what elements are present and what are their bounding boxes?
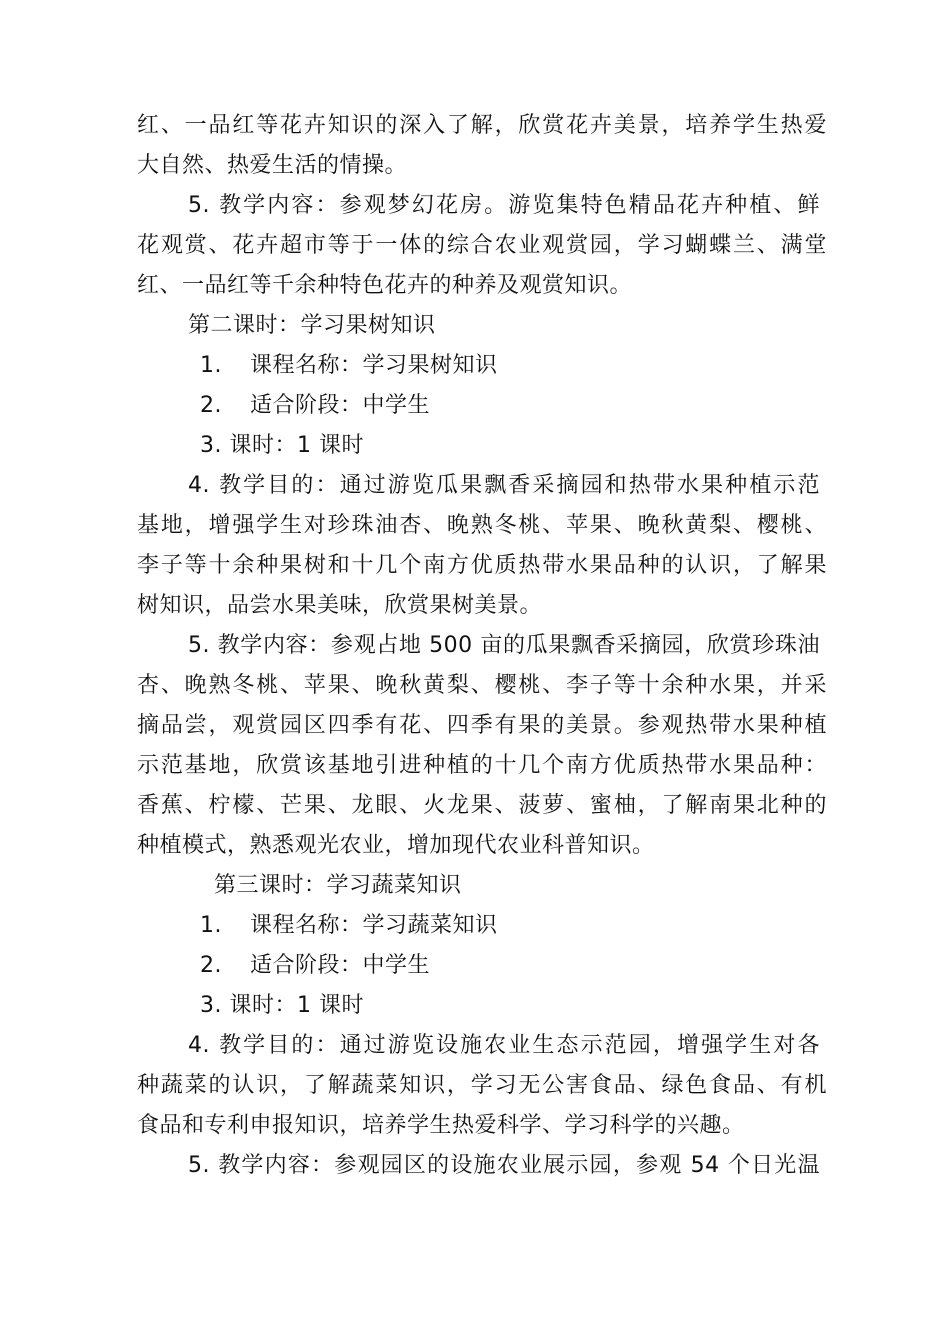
paragraph-line: 4. 教学目的：通过游览瓜果飘香采摘园和热带水果种植示范 [188, 473, 820, 498]
list-item: 3. 课时：1 课时 [200, 433, 364, 458]
list-item [200, 906, 890, 946]
list-item: 3. 课时：1 课时 [200, 993, 364, 1018]
paragraph-line: 红、一品红等千余种特色花卉的种养及观赏知识。 [137, 273, 633, 298]
list-text: 适合阶段：中学生 [250, 393, 431, 418]
list-number: 1. [200, 913, 222, 938]
paragraph-line: 花观赏、花卉超市等于一体的综合农业观赏园，学习蝴蝶兰、满堂 [137, 233, 827, 258]
list-item [200, 346, 890, 386]
paragraph-line: 4. 教学目的：通过游览设施农业生态示范园，增强学生对各 [188, 1033, 820, 1058]
paragraph-line: 5. 教学内容：参观梦幻花房。游览集特色精品花卉种植、鲜 [188, 193, 820, 218]
paragraph-line: 食品和专利申报知识，培养学生热爱科学、学习科学的兴趣。 [137, 1113, 745, 1138]
list-number: 2. [200, 393, 222, 418]
section-heading-lesson-3: 第三课时：学习蔬菜知识 [214, 873, 462, 898]
paragraph-line: 种蔬菜的认识，了解蔬菜知识，学习无公害食品、绿色食品、有机 [137, 1073, 827, 1098]
list-text: 适合阶段：中学生 [250, 953, 431, 978]
paragraph-line: 大自然、热爱生活的情操。 [137, 153, 408, 178]
list-text: 课程名称：学习果树知识 [250, 353, 498, 378]
paragraph-line: 示范基地，欣赏该基地引进种植的十几个南方优质热带水果品种： [137, 753, 827, 778]
list-number: 2. [200, 953, 222, 978]
list-number: 1. [200, 353, 222, 378]
paragraph-line: 树知识，品尝水果美味，欣赏果树美景。 [137, 593, 543, 618]
paragraph-line: 红、一品红等花卉知识的深入了解，欣赏花卉美景，培养学生热爱 [137, 113, 827, 138]
paragraph-line: 摘品尝，观赏园区四季有花、四季有果的美景。参观热带水果种植 [137, 713, 827, 738]
paragraph-line: 5. 教学内容：参观占地 500 亩的瓜果飘香采摘园，欣赏珍珠油 [188, 633, 820, 658]
paragraph-line: 杏、晚熟冬桃、苹果、晚秋黄梨、樱桃、李子等十余种水果，并采 [137, 673, 827, 698]
list-item [200, 946, 890, 986]
paragraph-line: 5. 教学内容：参观园区的设施农业展示园，参观 54 个日光温 [188, 1153, 820, 1178]
list-text: 课程名称：学习蔬菜知识 [250, 913, 498, 938]
section-heading-lesson-2: 第二课时：学习果树知识 [188, 313, 436, 338]
paragraph-line: 李子等十余种果树和十几个南方优质热带水果品种的认识，了解果 [137, 553, 827, 578]
paragraph-line: 基地，增强学生对珍珠油杏、晚熟冬桃、苹果、晚秋黄梨、樱桃、 [137, 513, 827, 538]
paragraph-line: 香蕉、柠檬、芒果、龙眼、火龙果、菠萝、蜜柚，了解南果北种的 [137, 793, 827, 818]
paragraph-line: 种植模式，熟悉观光农业，增加现代农业科普知识。 [137, 833, 655, 858]
list-item [200, 386, 890, 426]
